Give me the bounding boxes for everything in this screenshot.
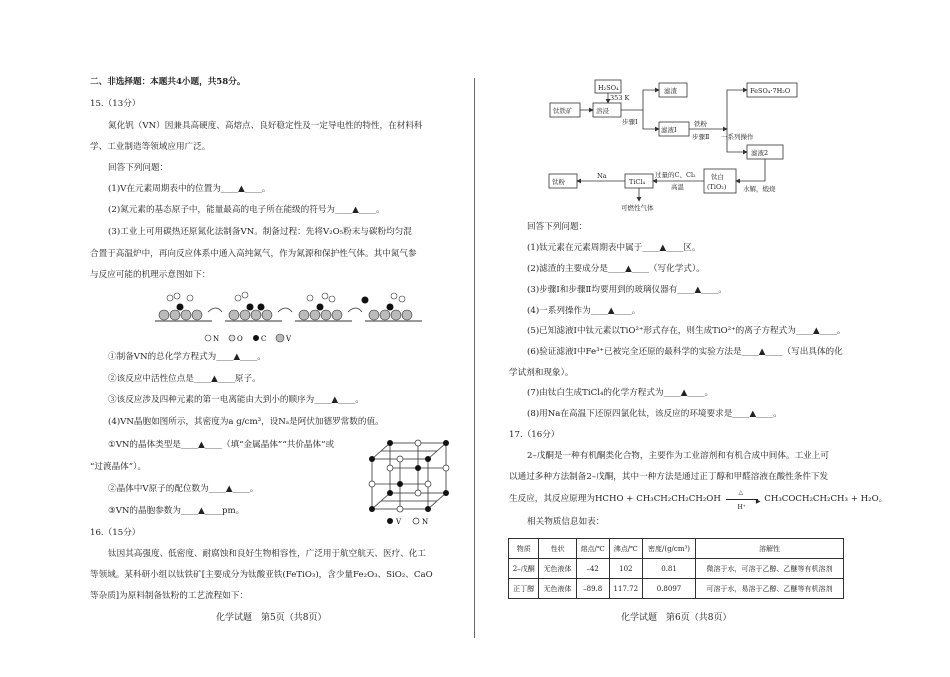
flow-ti-powder: 钛粉 [552,178,565,186]
reaction-arrow-line [726,499,758,500]
flow-temp: 353 K [610,94,630,102]
table-cell: 微溶于水，可溶于乙醇、乙醚等有机溶剂 [696,559,844,579]
q16-part-8: (8)用Na在高温下还原四氯化钛，该反应的环境要求是____▲____。 [527,409,782,419]
answer-prompt: 回答下列问题： [108,163,169,173]
q15-part-4c: ③VN的晶胞参数为____▲____pm。 [108,506,245,516]
flow-filtrate2: 滤液2 [751,149,769,157]
q16-part-7: (7)由钛白生成TiCl₄的化学方程式为____▲____。 [527,388,714,398]
flow-excess-c: 过量的C、Cl₂ [655,171,696,179]
reaction-left-side: 生反应，其反应原理为HCHO + CH₃CH₂CH₂CH₂OH [509,494,721,504]
table-cell: 117.72 [609,579,642,599]
q15-part-4a-line: ①VN的晶体类型是____▲____（填“金属晶体”“共价晶体”或 [108,440,335,450]
flow-hydrolysis: 水解，煅烧 [743,185,776,193]
flow-gas: 可燃性气体 [621,204,654,212]
q17-header: 17.（16分） [509,430,560,440]
legend-n-label: N [213,335,220,343]
flow-tio2-formula: (TiO₂) [707,183,727,191]
flow-step2: 步骤Ⅱ [692,133,710,141]
q15-paragraph-line: 氮化钒（VN）因兼具高硬度、高熔点、良好稳定性及一定导电性的特性，在材料科 [108,121,423,131]
flow-ticl4: TiCl₄ [629,178,646,186]
q16-part-5: (5)已知滤液Ⅰ中钛元素以TiO²⁺形式存在，则生成TiO²⁺的离子方程式为____▲____。 [527,326,846,336]
q15-header: 15.（13分） [90,99,141,109]
legend-v-label: V [286,335,292,343]
q16-header: 16.（15分） [90,528,141,538]
answer-prompt: 回答下列问题： [527,222,588,232]
table-header: 性状 [539,539,576,559]
flow-feso4: FeSO₄·7H₂O [750,87,791,95]
flow-iron-powder: 铁粉 [694,120,707,128]
q17-reaction-line [509,489,888,511]
q15-part-4: (4)VN晶胞如图所示，其密度为a g/cm³，设Nₐ是阿伏加德罗常数的值。 [108,417,384,427]
table-cell: 102 [609,559,642,579]
properties-table [508,538,844,599]
mechanism-diagram [150,290,435,346]
table-cell: 可溶于水，易溶于乙醇、乙醚等有机溶剂 [696,579,844,599]
cell-legend-n: N [422,518,429,526]
table-cell: 无色液体 [539,579,576,599]
vn-unit-cell [360,437,460,527]
footer-page-6: 化学试题 第6页（共8页） [621,613,732,623]
table-cell: 无色液体 [539,559,576,579]
q15-part-2: (2)氮元素的基态原子中，能量最高的电子所在能级的符号为____▲____。 [108,205,385,215]
q16-part-6-line: 学试剂和现象）。 [509,368,574,378]
q16-part-4: (4)一系列操作为____▲____。 [527,306,641,316]
legend-o-label: O [237,335,243,343]
table-header-row [509,539,844,559]
table-row [509,559,844,579]
flow-step1: 步骤Ⅰ [622,118,638,126]
table-header: 溶解性 [696,539,844,559]
q16-paragraph-line: 钛因其高强度、低密度、耐腐蚀和良好生物相容性，广泛用于航空航天、医疗、化工 [108,549,426,559]
q16-part-2: (2)滤渣的主要成分是____▲____（写化学式）。 [527,264,705,274]
flow-leach: 溶浸 [596,107,609,115]
flow-residue: 滤渣 [664,87,677,95]
q15-part-3-line: 合置于高温炉中，再向反应体系中通入高纯氮气，作为氮源和保护性气体。其中氮气参 [90,249,417,259]
table-header: 沸点/℃ [609,539,642,559]
q17-paragraph-line: 以通过多种方法制备2–戊酮，其中一种方法是通过正丁醇和甲醛溶液在酸性条件下发 [509,472,829,482]
q16-paragraph-line: 等领域。某科研小组以钛铁矿[主要成分为钛酸亚铁(FeTiO₃)，含少量Fe₂O₃、SiO₂、CaO [90,570,433,580]
reaction-condition-top: △ [738,489,744,496]
table-intro: 相关物质信息如表： [527,517,605,527]
q15-part-3-line: (3)工业上可用碳热还原氮化法制备VN。制备过程：先将V₂O₅粉末与碳粉均匀混 [108,227,412,237]
table-row [509,579,844,599]
table-cell: –89.8 [576,579,609,599]
reaction-arrow-head: ▶ [755,498,761,505]
flow-ore: 钛铁矿 [553,107,573,115]
q15-part-4a-line: “过渡晶体”）。 [90,462,147,472]
flow-h2so4: H₂SO₄ [598,84,619,92]
q15-part-3c: ③该反应涉及四种元素的第一电离能由大到小的顺序为____▲____。 [108,395,364,405]
q15-part-4b: ②晶体中V原子的配位数为____▲____。 [108,484,259,494]
q15-part-3a: ①制备VN的总化学方程式为____▲____。 [108,352,266,362]
q15-part-3b: ②该反应中活性位点是____▲____原子。 [108,374,261,384]
q15-part-3-line: 与反应可能的机理示意图如下： [90,270,211,280]
footer-page-5: 化学试题 第5页（共8页） [216,613,327,623]
table-cell: 0.81 [642,559,695,579]
flow-tio2-name: 钛白 [711,173,724,181]
process-flow-diagram [547,75,847,215]
flow-na: Na [597,172,607,180]
reaction-right-side: CH₃COCH₂CH₂CH₃ + H₂O。 [764,494,888,504]
q16-paragraph-line: 等杂质]为原料制备钛粉的工艺流程如下： [90,591,249,601]
flow-series-ops: 一系列操作 [721,133,754,141]
q15-part-1: (1)V在元素周期表中的位置为____▲____。 [108,184,271,194]
table-cell: 2–戊酮 [509,559,539,579]
q16-part-1: (1)钛元素在元素周期表中属于____▲____区。 [527,243,701,253]
flow-filtrate1: 滤液Ⅰ [661,126,677,134]
table-header: 熔点/℃ [576,539,609,559]
q16-part-6-line: (6)验证滤液Ⅰ中Fe³⁺已被完全还原的最科学的实验方法是____▲____（写出具体的化 [527,347,843,357]
table-header: 密度/(g/cm³) [642,539,695,559]
reaction-condition-bottom: H⁺ [737,504,746,511]
section-title: 二、非选择题：本题共4小题，共58分。 [90,77,246,87]
flow-high-temp: 高温 [671,183,684,191]
table-header: 物质 [509,539,539,559]
reaction-arrow [724,489,762,511]
cell-legend-v: V [396,518,402,526]
q17-paragraph-line: 2–戊酮是一种有机酮类化合物，主要作为工业溶剂和有机合成中间体。工业上可 [527,451,829,461]
table-cell: 0.8097 [642,579,695,599]
table-cell: 正丁醇 [509,579,539,599]
q16-part-3: (3)步骤Ⅰ和步骤Ⅱ均要用到的玻璃仪器有____▲____。 [527,285,727,295]
table-cell: –42 [576,559,609,579]
q15-paragraph-line: 学、工业制造等领域应用广泛。 [90,142,211,152]
legend-c-label: C [261,335,267,343]
